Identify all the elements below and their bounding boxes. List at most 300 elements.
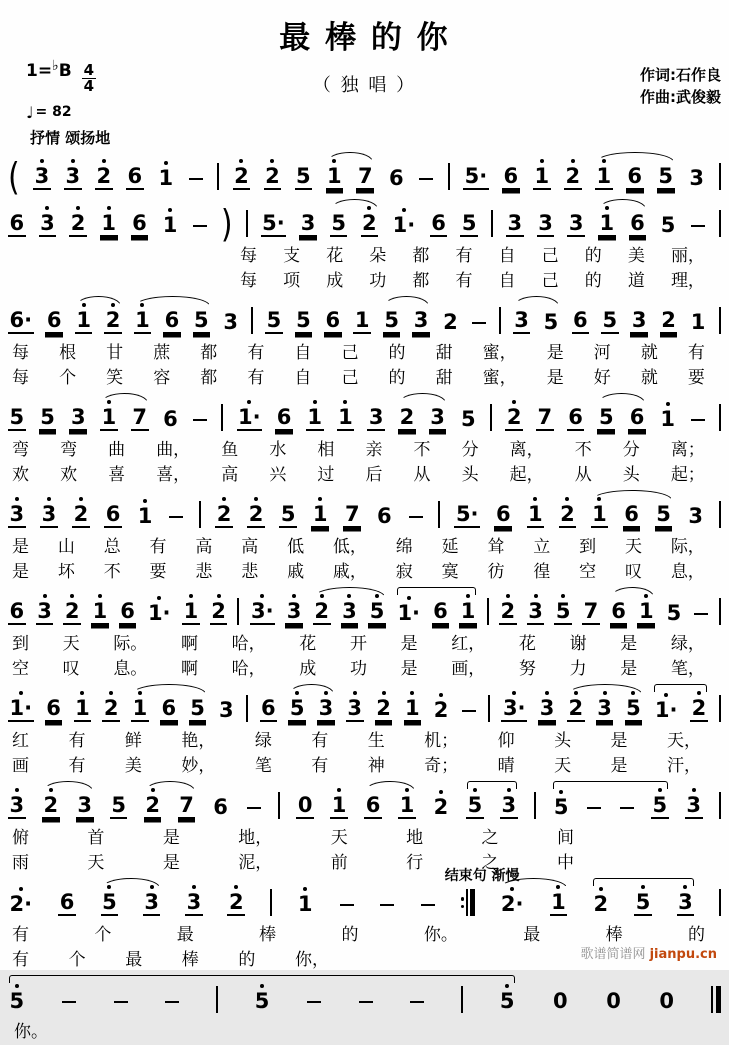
note-token — [39, 213, 57, 237]
note-token — [144, 795, 162, 819]
repeat-dots — [461, 897, 465, 908]
note-glyph: 2 — [443, 310, 458, 334]
note-glyph: 6 — [495, 502, 511, 526]
lyric-syllable: 根 — [59, 343, 77, 363]
octave-dot — [303, 887, 307, 891]
note-token — [567, 213, 585, 237]
note-token — [628, 407, 646, 431]
octave-dot — [382, 691, 386, 695]
note-glyph: 6 — [630, 211, 645, 235]
note-glyph: 6 — [120, 599, 135, 623]
note-token — [364, 795, 382, 819]
lyric-syllable: 每 — [12, 368, 29, 388]
lyric-syllable: 是 — [620, 634, 638, 654]
lyric-syllable: 低 — [287, 537, 305, 557]
lyric-syllable: 花 — [518, 634, 536, 654]
lyric-syllable: 都 — [200, 368, 218, 388]
octave-dot — [45, 206, 49, 210]
note-token — [162, 409, 180, 431]
slur-arc — [598, 393, 645, 403]
lyrics-row — [0, 632, 729, 657]
note-token — [247, 504, 265, 528]
note-glyph: 2 — [375, 698, 393, 722]
note-glyph: 1 — [131, 698, 149, 722]
lyric-syllable: 有 — [455, 271, 473, 291]
slur-arc — [399, 393, 446, 403]
note-glyph: 5 — [368, 601, 386, 625]
lyric-syllable: 彷 — [487, 562, 505, 582]
slur-arc — [553, 781, 668, 789]
lyric-syllable: 花 — [299, 634, 317, 654]
note-glyph: 2 — [102, 698, 120, 722]
dash-token — [619, 798, 635, 819]
note-token — [537, 213, 555, 237]
lyric-syllable: 叹 — [624, 562, 642, 582]
note-glyph: 5 — [253, 991, 271, 1013]
lyric-syllable: 要 — [149, 562, 167, 582]
lyric-syllable: 离， — [509, 440, 544, 460]
note-glyph: 1 — [91, 601, 109, 625]
octave-dot — [47, 497, 51, 501]
octave-dot — [439, 693, 443, 697]
note-glyph: 3 — [143, 892, 161, 916]
note-token — [296, 894, 314, 916]
lyric-syllable: 头 — [554, 731, 572, 751]
music-line — [0, 779, 729, 876]
note-glyph: 1· — [391, 215, 417, 237]
note-glyph: 5 — [331, 211, 346, 235]
note-glyph: 1· — [146, 603, 172, 625]
note-token — [134, 310, 152, 334]
repeat-thin-bar — [466, 889, 468, 916]
note-token — [313, 601, 331, 625]
note-token — [463, 166, 489, 190]
lyric-syllable: 曲， — [156, 440, 191, 460]
lyric-syllable: 丽， — [670, 246, 705, 266]
octave-dot — [15, 788, 19, 792]
dash-token — [379, 895, 395, 916]
music-line — [0, 294, 729, 391]
lyric-syllable: 分 — [622, 440, 640, 460]
lyric-syllable: 过 — [317, 465, 335, 485]
note-token — [45, 698, 63, 722]
note-token — [501, 698, 527, 722]
lyric-syllable: 神 — [367, 756, 385, 776]
note-token — [36, 601, 54, 625]
note-token — [494, 504, 512, 528]
lyric-syllable: 己 — [541, 246, 559, 266]
note-glyph: 3 — [430, 405, 445, 429]
barline — [719, 307, 721, 334]
note-token — [564, 166, 582, 190]
note-token — [466, 795, 484, 819]
note-token — [72, 504, 90, 528]
note-token — [634, 892, 652, 916]
lyric-syllable: 绵 — [395, 537, 413, 557]
lyric-syllable: 棒 — [181, 950, 199, 970]
lyric-syllable: 之 — [481, 828, 499, 848]
lyric-syllable: 仰 — [497, 731, 515, 751]
note-glyph: 1 — [157, 168, 175, 190]
octave-dot — [561, 594, 565, 598]
rest-token — [605, 991, 623, 1013]
note-glyph: 5 — [111, 793, 126, 817]
slur-arc — [365, 781, 415, 791]
note-glyph: 1 — [459, 601, 477, 625]
notation-row — [0, 779, 729, 826]
note-token — [429, 407, 447, 431]
note-token — [306, 407, 324, 431]
slur-arc — [514, 296, 559, 306]
note-token — [601, 310, 619, 334]
dash-token — [409, 992, 425, 1013]
notation-row — [0, 488, 729, 535]
lyric-syllable: 是 — [162, 853, 180, 873]
note-glyph: 2 — [432, 700, 450, 722]
note-token — [592, 894, 610, 916]
slur-arc — [102, 878, 160, 888]
note-glyph: 3 — [36, 601, 54, 625]
lyric-syllable: 美 — [627, 246, 645, 266]
lyric-syllable: 头 — [461, 465, 479, 485]
lyric-syllable: 总 — [103, 537, 121, 557]
note-glyph: 6 — [573, 308, 588, 332]
note-token — [311, 504, 329, 528]
octave-dot — [270, 159, 274, 163]
note-glyph: 6 — [9, 211, 25, 235]
barline — [488, 695, 490, 722]
note-glyph: 5 — [651, 795, 669, 819]
slur-arc — [327, 152, 373, 162]
lyric-syllable: 花 — [326, 246, 344, 266]
note-token — [295, 310, 313, 334]
note-glyph: 3 — [368, 405, 384, 429]
lyric-syllable: 分 — [461, 440, 479, 460]
lyric-syllable: 的 — [341, 925, 359, 945]
music-line — [0, 973, 729, 1045]
note-token — [591, 504, 609, 528]
lyric-syllable: 蜜， — [482, 343, 517, 363]
slur-arc — [135, 296, 210, 306]
note-glyph: 3 — [223, 310, 239, 334]
note-glyph: 5 — [296, 164, 311, 188]
lyric-syllable: 自 — [498, 271, 516, 291]
note-token — [317, 698, 335, 722]
music-line — [0, 391, 729, 488]
note-token — [653, 700, 679, 722]
lyric-syllable: 之 — [481, 853, 499, 873]
barline — [461, 986, 463, 1013]
note-glyph: 5 — [40, 405, 55, 429]
notation-row — [0, 682, 729, 729]
lyric-syllable: 徨 — [533, 562, 551, 582]
note-token — [8, 991, 26, 1013]
lyric-syllable: 有 — [311, 756, 329, 776]
lyric-syllable: 个 — [68, 950, 86, 970]
lyrics-row — [0, 1020, 729, 1045]
note-token — [8, 407, 26, 431]
note-token — [690, 698, 708, 722]
lyric-syllable: 哈， — [231, 634, 266, 654]
note-glyph: 2 — [95, 166, 113, 190]
lyric-syllable: 悲 — [195, 562, 213, 582]
octave-dot — [666, 402, 670, 406]
note-glyph: 6 — [132, 211, 147, 235]
octave-dot — [189, 594, 193, 598]
note-glyph: 6 — [503, 164, 519, 188]
note-token — [75, 310, 93, 334]
lyric-syllable: 是 — [610, 731, 628, 751]
note-glyph: 5 — [543, 310, 559, 334]
lyric-syllable: 戚 — [287, 562, 305, 582]
note-glyph: 3 — [341, 601, 359, 625]
note-token — [8, 504, 26, 528]
note-glyph: 3 — [185, 892, 203, 916]
note-token — [261, 213, 287, 237]
note-token — [210, 601, 228, 625]
note-glyph: 5 — [552, 797, 570, 819]
music-line — [0, 197, 729, 294]
lyric-syllable: 鲜 — [124, 731, 142, 751]
note-token — [542, 312, 560, 334]
note-glyph: 1 — [591, 504, 609, 528]
note-glyph: 5 — [288, 698, 306, 722]
repeat-dot — [461, 897, 465, 901]
lyrics-row — [0, 341, 729, 366]
lyric-syllable: 高 — [241, 537, 259, 557]
note-token — [596, 698, 614, 722]
octave-dot — [19, 691, 23, 695]
note-glyph: 6 — [431, 211, 446, 235]
octave-dot — [109, 691, 113, 695]
note-token — [550, 892, 568, 916]
note-glyph: 7 — [132, 405, 147, 429]
note-token — [505, 407, 523, 431]
note-token — [110, 795, 128, 819]
note-token — [376, 506, 394, 528]
notation-row — [0, 391, 729, 438]
note-token — [404, 698, 422, 722]
octave-dot — [260, 984, 264, 988]
lyric-syllable: 有 — [68, 756, 86, 776]
music-line — [0, 585, 729, 682]
note-glyph: 1 — [598, 213, 616, 237]
lyric-syllable: 不 — [103, 562, 121, 582]
lyricist-credit: 作词:石作良 — [640, 66, 721, 84]
slur-arc — [76, 296, 121, 306]
octave-dot — [559, 790, 563, 794]
barline — [719, 210, 721, 237]
note-glyph: 1· — [653, 700, 679, 722]
key-note: B — [58, 61, 72, 81]
octave-dot — [533, 497, 537, 501]
note-glyph: 5 — [101, 892, 119, 916]
note-glyph: 1 — [74, 698, 92, 722]
note-glyph: 7 — [537, 405, 553, 429]
lyric-syllable: 朵 — [369, 246, 387, 266]
note-token — [582, 601, 600, 625]
lyric-syllable: 间 — [556, 828, 574, 848]
slur-arc — [101, 393, 148, 403]
note-token — [391, 215, 417, 237]
note-glyph: 2 — [104, 310, 122, 334]
note-glyph: 2 — [505, 407, 523, 431]
lyric-syllable: 雨 — [12, 853, 29, 873]
lyric-syllable: 成 — [299, 659, 317, 679]
lyric-syllable: 亲 — [365, 440, 383, 460]
note-glyph: 2 — [227, 892, 245, 916]
note-token — [288, 698, 306, 722]
lyrics-row — [0, 826, 729, 851]
lyric-syllable: 是 — [12, 562, 29, 582]
lyric-syllable: 天 — [624, 537, 642, 557]
note-token — [33, 166, 51, 190]
solo-subtitle: （ 独 唱 ） — [312, 75, 417, 96]
note-glyph: 6 — [611, 599, 626, 623]
lyric-syllable: 自 — [294, 368, 312, 388]
lyric-syllable: 有 — [12, 925, 29, 945]
note-glyph: 5 — [498, 991, 516, 1013]
dash-token — [188, 169, 204, 190]
barline — [719, 695, 721, 722]
barline — [237, 598, 239, 625]
note-token — [91, 601, 109, 625]
repeat-dot — [461, 905, 465, 909]
octave-dot — [15, 497, 19, 501]
note-glyph: 1 — [550, 892, 568, 916]
note-token — [538, 698, 556, 722]
note-token — [265, 310, 283, 334]
note-token — [189, 698, 207, 722]
note-glyph: 6 — [568, 405, 583, 429]
barline — [719, 163, 721, 190]
note-glyph: 5 — [194, 308, 209, 332]
note-glyph: 6 — [164, 308, 180, 332]
lyric-syllable: 山 — [57, 537, 75, 557]
dash-token — [358, 992, 374, 1013]
dash-token — [420, 895, 436, 916]
barline — [719, 889, 721, 916]
lyric-syllable: 际。 — [113, 634, 148, 654]
octave-dot — [506, 594, 510, 598]
note-glyph: 5 — [266, 308, 282, 332]
octave-dot — [410, 691, 414, 695]
lyric-syllable: 笔， — [670, 659, 705, 679]
note-glyph: 3 — [300, 211, 316, 235]
lyric-syllable: 际， — [670, 537, 705, 557]
lyric-syllable: 绿， — [670, 634, 705, 654]
dash-token — [61, 992, 77, 1013]
flat-icon: ♭ — [52, 58, 59, 74]
note-token — [212, 797, 230, 819]
note-token — [100, 213, 118, 237]
note-token — [368, 601, 386, 625]
lyric-syllable: 天， — [666, 731, 701, 751]
lyric-syllable: 晴 — [497, 756, 515, 776]
note-token — [536, 407, 554, 431]
lyric-syllable: 艳， — [181, 731, 216, 751]
note-token — [260, 698, 278, 722]
note-glyph: 3 — [527, 601, 545, 625]
dash-token — [246, 798, 262, 819]
note-token — [387, 168, 405, 190]
note-glyph: 2 — [264, 166, 282, 190]
note-token — [227, 892, 245, 916]
octave-dot — [102, 159, 106, 163]
lyric-syllable: 谢 — [569, 634, 587, 654]
octave-dot — [318, 497, 322, 501]
note-token — [76, 795, 94, 819]
barline — [221, 404, 223, 431]
note-glyph: 2 — [313, 601, 331, 625]
dash-token — [113, 992, 129, 1013]
lyric-syllable: 有 — [247, 368, 265, 388]
lyric-syllable: 首 — [87, 828, 105, 848]
dash-token — [339, 895, 355, 916]
rest-token — [296, 795, 314, 819]
octave-dot — [222, 497, 226, 501]
note-token — [454, 504, 480, 528]
tempo-marking — [26, 103, 96, 122]
note-token — [597, 407, 615, 431]
note-token — [610, 601, 628, 625]
lyric-syllable: 每 — [240, 246, 257, 266]
note-token — [39, 407, 57, 431]
lyric-syllable: 的 — [584, 271, 602, 291]
lyric-syllable: 画， — [451, 659, 486, 679]
rest-token — [552, 991, 570, 1013]
note-glyph: 3 — [40, 504, 58, 528]
note-token — [554, 601, 572, 625]
note-glyph: 3 — [8, 795, 26, 819]
lyric-syllable: 项 — [283, 271, 301, 291]
lyric-syllable: 天 — [62, 634, 80, 654]
note-token — [74, 698, 92, 722]
barline — [270, 889, 272, 916]
note-glyph: 3 — [8, 504, 26, 528]
lyric-syllable: 都 — [412, 271, 430, 291]
octave-dot — [505, 984, 509, 988]
slur-arc — [611, 587, 654, 597]
notation-row — [0, 585, 729, 632]
dash-token — [690, 216, 706, 237]
lyrics-row — [0, 657, 729, 682]
note-token — [131, 407, 149, 431]
note-token — [626, 166, 644, 190]
note-glyph: 3 — [219, 698, 234, 722]
slur-arc — [397, 587, 476, 595]
lyric-syllable: 天 — [330, 828, 348, 848]
note-token — [685, 795, 703, 819]
notation-body — [0, 150, 729, 1045]
note-token — [398, 795, 416, 819]
lyric-syllable: 有 — [149, 537, 167, 557]
watermark-url[interactable]: jianpu.cn — [649, 947, 717, 962]
lyric-syllable: 自 — [294, 343, 312, 363]
octave-dot — [192, 885, 196, 889]
lyric-syllable: 弯 — [12, 440, 29, 460]
note-token — [460, 213, 478, 237]
octave-dot — [19, 887, 23, 891]
lyric-syllable: 画 — [12, 756, 29, 776]
notation-row — [0, 876, 729, 923]
lyric-syllable: 汗， — [666, 756, 701, 776]
note-token — [146, 603, 172, 625]
note-glyph: 1 — [404, 698, 422, 722]
meter-bottom: 4 — [83, 77, 95, 96]
paren-token: ( — [8, 155, 20, 200]
rest-token — [658, 991, 676, 1013]
